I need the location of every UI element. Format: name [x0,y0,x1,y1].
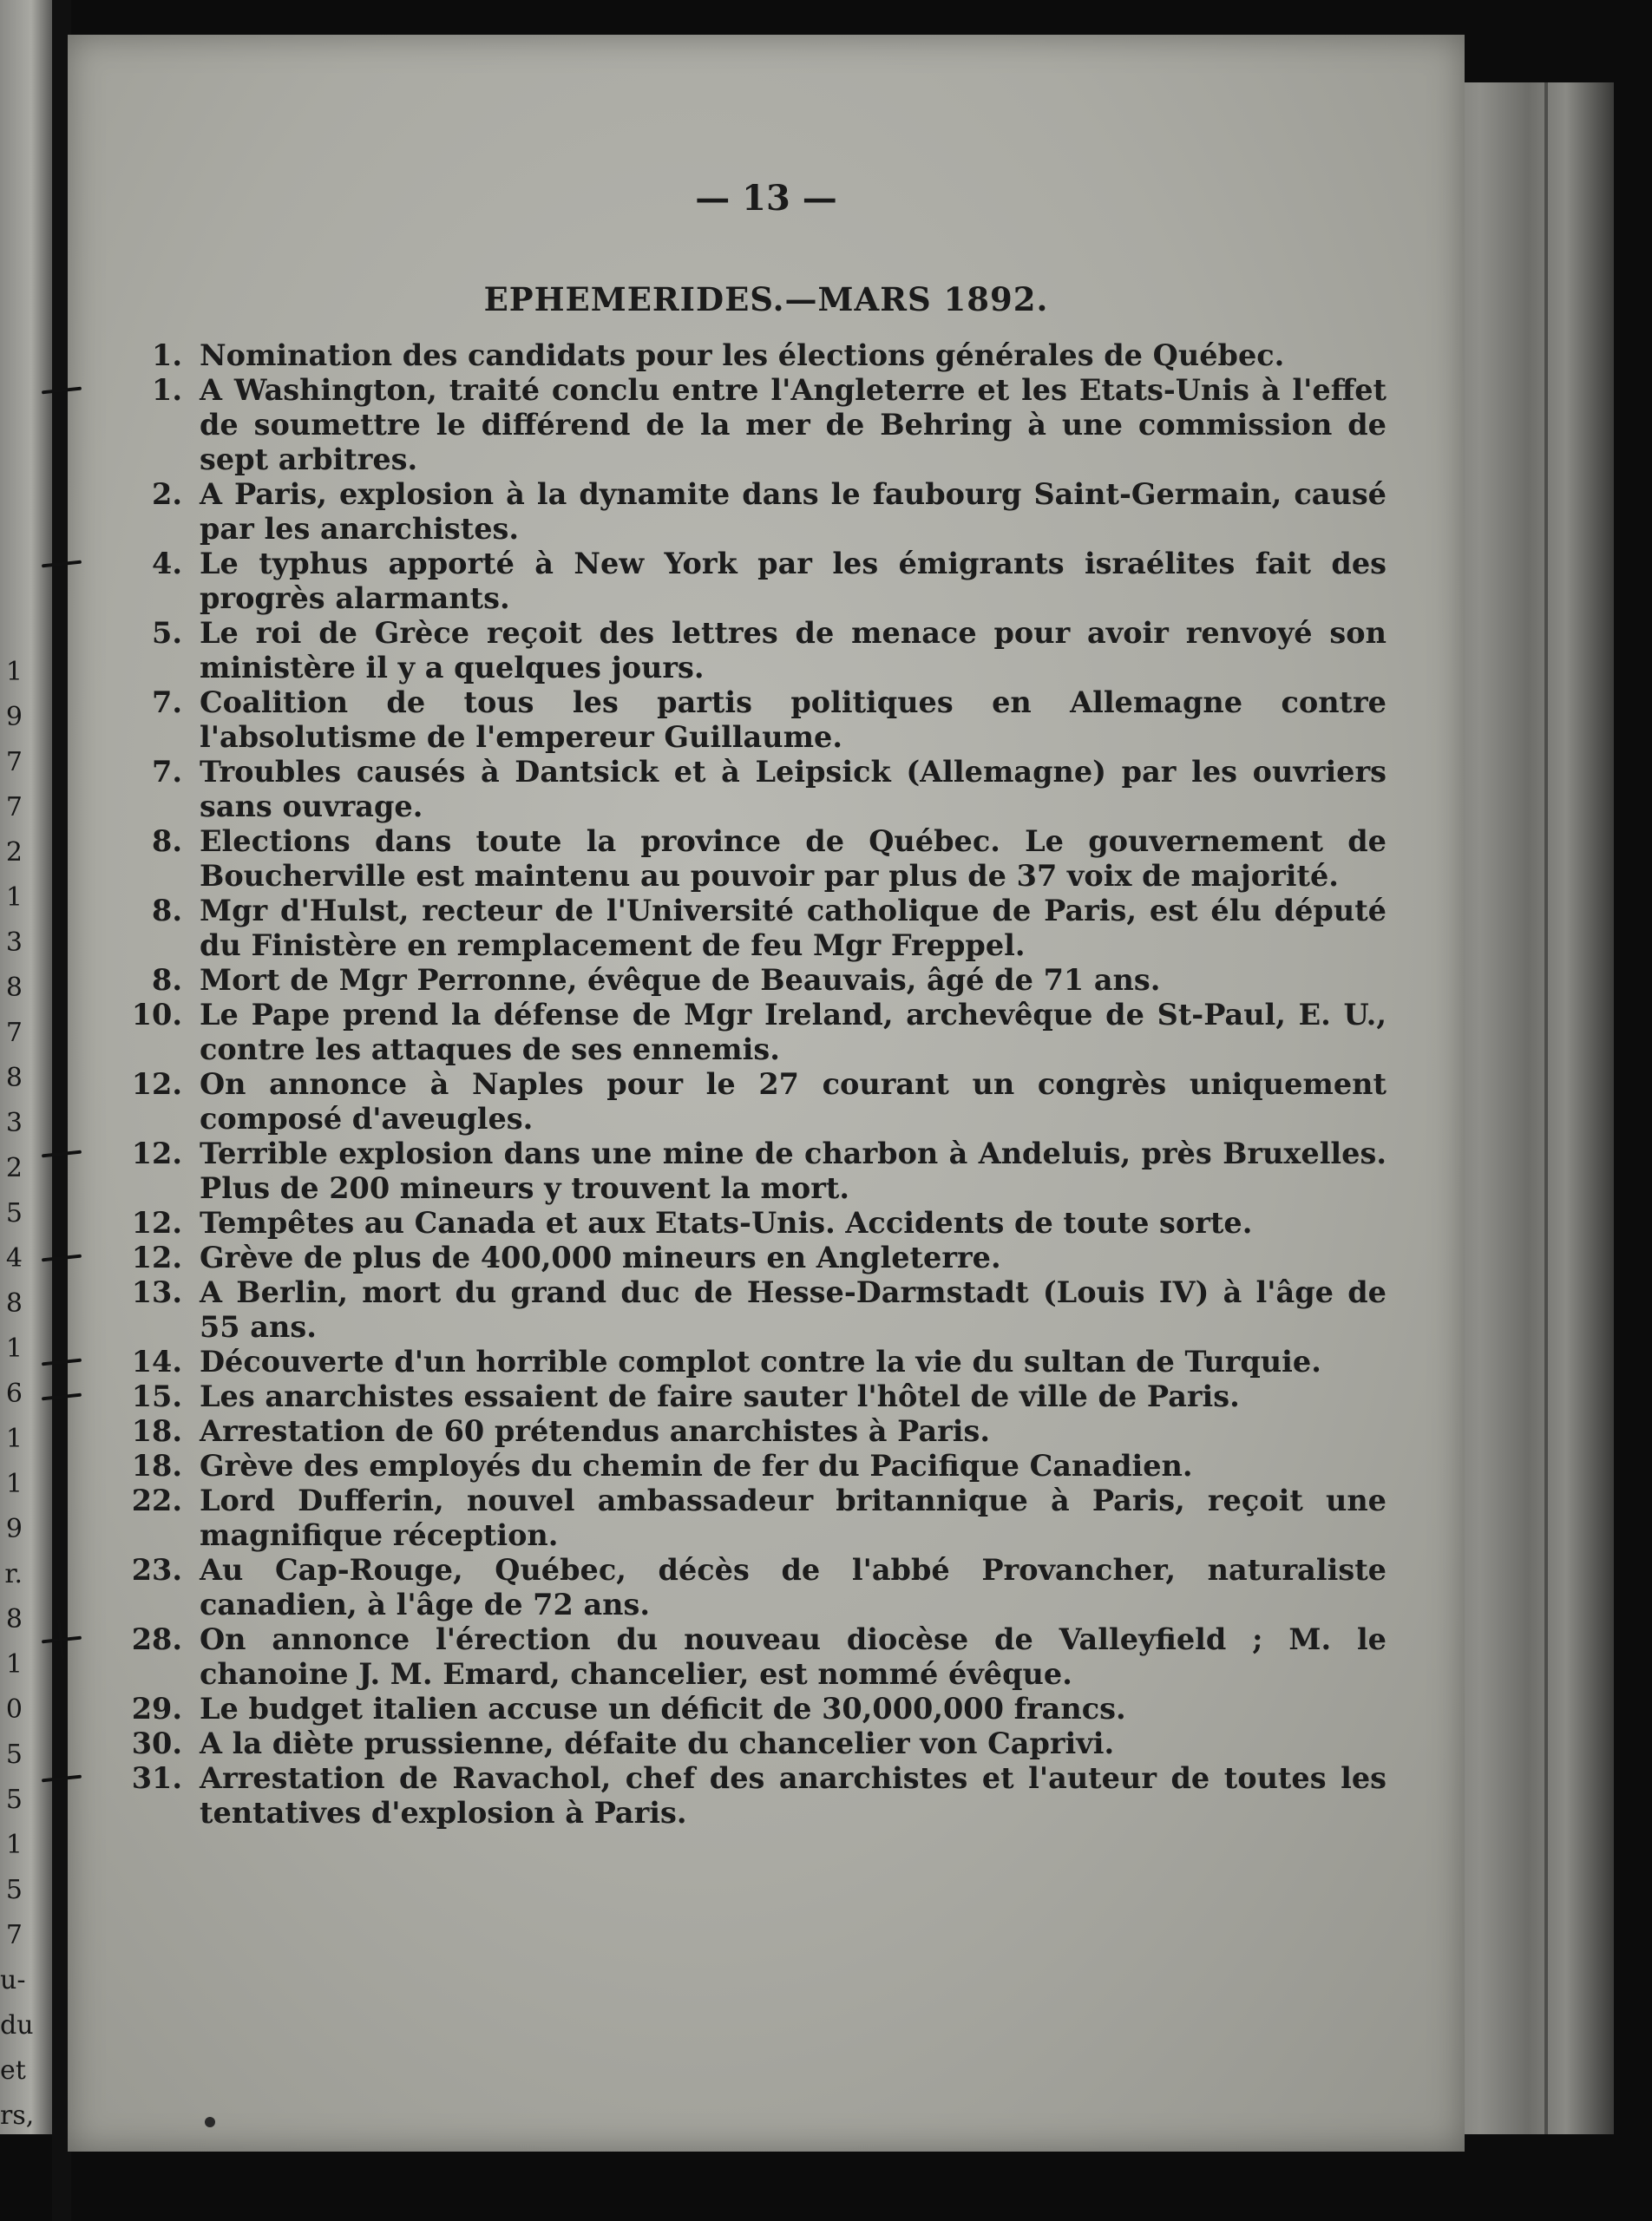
entry-text: Elections dans toute la province de Québec. Le gouvernement de Boucherville est maintenu au pouvoir par plus de 37 voix de majorité. [200,824,1386,893]
entry-item [68,1449,1465,1484]
entry-item [68,1414,1465,1449]
entry-text: Au Cap-Rouge, Québec, décès de l'abbé Provancher, naturaliste canadien, à l'âge de 72 ans. [200,1553,1386,1622]
entry-item [68,824,1465,894]
entry-date: 29. [131,1692,182,1726]
entry-text: Le budget italien accuse un déficit de 30,000,000 francs. [200,1692,1126,1726]
page-heading: EPHEMERIDES.—MARS 1892. [483,280,1049,318]
entry-item [68,338,1465,373]
left-page-fragment: 8 [5,973,23,1003]
entry-date: 8. [152,824,182,858]
left-page-fragment: 4 [5,1243,23,1274]
entry-text: Lord Dufferin, nouvel ambassadeur britannique à Paris, reçoit une magnifique réception. [200,1484,1386,1552]
entry-text: Grève de plus de 400,000 mineurs en Angleterre. [200,1241,1001,1274]
entry-item [68,1553,1465,1622]
left-page-fragment: 1 [5,882,23,913]
entry-item [68,685,1465,755]
entry-text: Mort de Mgr Perronne, évêque de Beauvais, âgé de 71 ans. [200,963,1161,997]
entry-text: Découverte d'un horrible complot contre la vie du sultan de Turquie. [200,1345,1321,1379]
entry-date: 7. [152,755,182,789]
left-page-fragment: 1 [5,1649,23,1680]
left-page-fragment: 5 [5,1198,23,1228]
left-page-edge [0,0,52,2134]
entry-date: 5. [152,616,182,650]
entry-date: 15. [131,1379,182,1413]
entry-text: Mgr d'Hulst, recteur de l'Université catholique de Paris, est élu député du Finistère en remplacement de feu Mgr Freppel. [200,894,1386,962]
left-page-fragment: 0 [5,1694,23,1725]
entry-date: 7. [152,685,182,719]
entry-date: 23. [131,1553,182,1587]
entry-item [68,547,1465,616]
left-page-fragment: 1 [5,1469,23,1499]
book-page [68,35,1465,2152]
entry-item [68,998,1465,1067]
entry-item [68,1206,1465,1241]
page-number: — 13 — [695,178,837,219]
left-page-fragment: 7 [5,1920,23,1950]
left-page-fragment: 8 [5,1288,23,1319]
entry-text: Terrible explosion dans une mine de charbon à Andeluis, près Bruxelles. Plus de 200 mineurs y trouvent la mort. [200,1137,1386,1205]
entry-item [68,1241,1465,1275]
entry-date: 4. [152,547,182,580]
left-page-fragment: 3 [5,927,23,958]
entry-text: Coalition de tous les partis politiques en Allemagne contre l'absolutisme de l'empereur Guillaume. [200,685,1386,754]
entry-date: 13. [131,1275,182,1309]
entry-text: Le typhus apporté à New York par les émigrants israélites fait des progrès alarmants. [200,547,1386,615]
entry-item [68,894,1465,963]
entry-date: 1. [152,338,182,372]
entry-item [68,1761,1465,1831]
entry-date: 18. [131,1449,182,1483]
ephemerides-list [68,338,1465,1831]
entry-text: Arrestation de Ravachol, chef des anarchistes et l'auteur de toutes les tentatives d'explosion à Paris. [200,1761,1386,1830]
left-page-fragment: 2 [5,1153,23,1183]
left-page-fragment: 7 [5,1018,23,1048]
entry-date: 10. [131,998,182,1032]
entry-item [68,1345,1465,1379]
left-page-fragment: 8 [5,1604,23,1635]
entry-text: Arrestation de 60 prétendus anarchistes à Paris. [200,1414,991,1448]
entry-item [68,1692,1465,1726]
ink-dot [205,2117,215,2127]
left-page-fragment: 5 [5,1875,23,1905]
entry-text: Le roi de Grèce reçoit des lettres de menace pour avoir renvoyé son ministère il y a quelques jours. [200,616,1386,685]
left-page-fragment: et [0,2055,26,2086]
left-page-fragment: 7 [5,747,23,777]
left-page-fragment: rs, [0,2100,35,2131]
entry-date: 18. [131,1414,182,1448]
entry-date: 22. [131,1484,182,1517]
left-page-fragment: 1 [5,657,23,687]
entry-date: 12. [131,1206,182,1240]
left-page-fragment: 2 [5,837,23,868]
entry-date: 12. [131,1241,182,1274]
left-page-fragment: 5 [5,1739,23,1770]
entry-text: A Washington, traité conclu entre l'Angleterre et les Etats-Unis à l'effet de soumettre le différend de la mer de Behring à une commission de sept arbitres. [200,373,1386,476]
entry-date: 2. [152,477,182,511]
left-page-fragment: 1 [5,1424,23,1454]
entry-date: 14. [131,1345,182,1379]
entry-item [68,1067,1465,1137]
entry-text: A la diète prussienne, défaite du chancelier von Caprivi. [200,1726,1115,1760]
left-page-fragment: 9 [5,702,23,732]
entry-item [68,1137,1465,1206]
left-page-fragment: du [0,2010,34,2041]
entry-date: 1. [152,373,182,407]
left-page-fragment: 1 [5,1333,23,1364]
entry-text: Grève des employés du chemin de fer du Pacifique Canadien. [200,1449,1193,1483]
entry-date: 28. [131,1622,182,1656]
left-page-fragment: 7 [5,792,23,822]
entry-date: 12. [131,1067,182,1101]
entry-item [68,477,1465,547]
left-page-fragment: 5 [5,1785,23,1815]
entry-item [68,755,1465,824]
entry-item [68,1726,1465,1761]
entry-text: Les anarchistes essaient de faire sauter l'hôtel de ville de Paris. [200,1379,1240,1413]
left-page-fragment: 1 [5,1830,23,1860]
entry-item [68,616,1465,685]
left-page-fragment: r. [4,1559,23,1589]
entry-text: Troubles causés à Dantsick et à Leipsick (Allemagne) par les ouvriers sans ouvrage. [200,755,1386,823]
entry-date: 8. [152,963,182,997]
entry-item [68,1622,1465,1692]
entry-text: On annonce l'érection du nouveau diocèse de Valleyfield ; M. le chanoine J. M. Emard, chancelier, est nommé évêque. [200,1622,1386,1691]
entry-date: 8. [152,894,182,927]
entry-date: 30. [131,1726,182,1760]
left-page-fragment: 3 [5,1108,23,1138]
entry-text: On annonce à Naples pour le 27 courant un congrès uniquement composé d'aveugles. [200,1067,1386,1136]
entry-item [68,1379,1465,1414]
entry-text: Tempêtes au Canada et aux Etats-Unis. Accidents de toute sorte. [200,1206,1253,1240]
left-page-fragment: 8 [5,1063,23,1093]
entry-item [68,373,1465,477]
entry-text: A Berlin, mort du grand duc de Hesse-Darmstadt (Louis IV) à l'âge de 55 ans. [200,1275,1386,1344]
entry-date: 31. [131,1761,182,1795]
entry-date: 12. [131,1137,182,1170]
entry-text: Nomination des candidats pour les élections générales de Québec. [200,338,1285,372]
left-page-fragment: 9 [5,1514,23,1544]
entry-text: A Paris, explosion à la dynamite dans le faubourg Saint-Germain, causé par les anarchistes. [200,477,1386,546]
entry-item [68,963,1465,998]
entry-item [68,1275,1465,1345]
entry-text: Le Pape prend la défense de Mgr Ireland, archevêque de St-Paul, E. U., contre les attaques de ses ennemis. [200,998,1386,1066]
left-page-fragment: 6 [5,1379,23,1409]
left-page-fragment: u- [0,1965,26,1995]
entry-item [68,1484,1465,1553]
